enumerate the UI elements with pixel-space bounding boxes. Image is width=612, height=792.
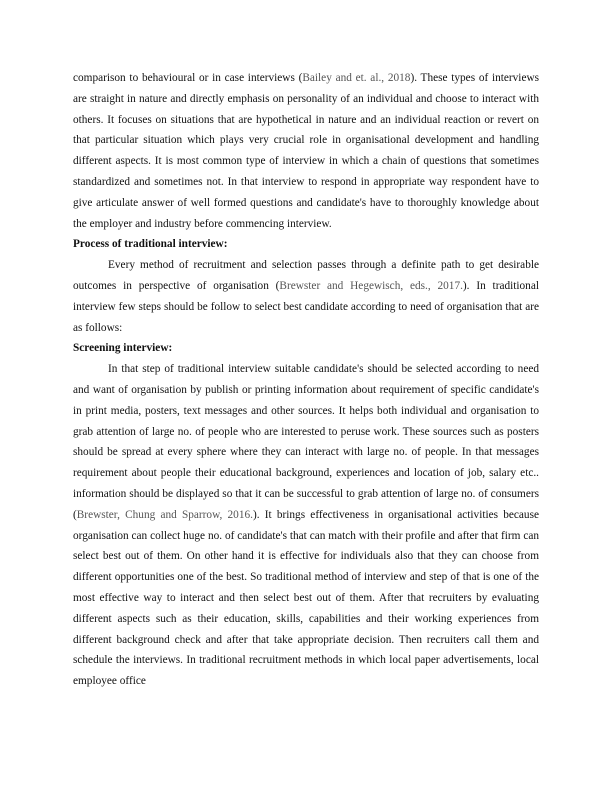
page-body (73, 68, 539, 692)
paragraph-text: Every method of recruitment and selection passes through a definite path to get desirable outcomes in perspective of organisation ( (73, 259, 539, 292)
heading-process-traditional-interview: Process of traditional interview: (73, 238, 228, 251)
paragraph-screening (73, 359, 539, 692)
paragraph-text: ). It brings effectiveness in organisational activities because organisation can collect huge no. of candidate's that can match with their profile and after that firm can select best out of them. On other hand it is effective for individuals also that they can choose from different opportunities one of the best. So traditional method of interview and step of that is one of the most effective way to interact and then select best out of them. After that recruiters by evaluating different aspects such as their education, skills, capabilities and their working experiences from different background check and after that take appropriate decision. Then recruiters call them and schedule the interviews. In traditional recruitment methods in which local paper advertisements, local employee office (73, 508, 539, 688)
paragraph-behavioural-interview (73, 68, 539, 234)
paragraph-process (73, 255, 539, 338)
citation-bailey: Bailey and et. al., 2018 (302, 72, 411, 84)
citation-brewster-chung-sparrow: Brewster, Chung and Sparrow, 2016. (76, 508, 253, 521)
paragraph-text: In that step of traditional interview suitable candidate's should be selected according to need and want of organisation by publish or printing information about requirement of specific candidate's in print media, posters, text messages and other sources. It helps both individual and organisation to grab attention of large no. of people who are interested to peruse work. These sources such as posters should be spread at every sphere where they can interact with large no. of people. In that messages requirement about people their educational background, experiences and location of job, salary etc.. information should be displayed so that it can be successful to grab attention of large no. of consumers ( (73, 363, 539, 521)
heading-screening-interview: Screening interview: (73, 342, 173, 355)
paragraph-text: ). In traditional interview few steps should be follow to select best candidate according to need of organisation that are as follows: (73, 279, 539, 334)
paragraph-text: ). These types of interviews are straight in nature and directly emphasis on personality of an individual and choose to interact with others. It focuses on situations that are hypothetical in nature and an individual reaction or revert on that particular situation which plays very crucial role in organisational development and handling different aspects. It is most common type of interview in which a chain of questions that sometimes standardized and sometimes not. In that interview to respond in appropriate way respondent have to give articulate answer of well formed questions and candidate's have to thoroughly knowledge about the employer and industry before commencing interview. (73, 72, 540, 230)
citation-brewster-hegewisch: Brewster and Hegewisch, eds., 2017. (279, 279, 463, 292)
paragraph-text: comparison to behavioural or in case interviews ( (73, 72, 303, 84)
